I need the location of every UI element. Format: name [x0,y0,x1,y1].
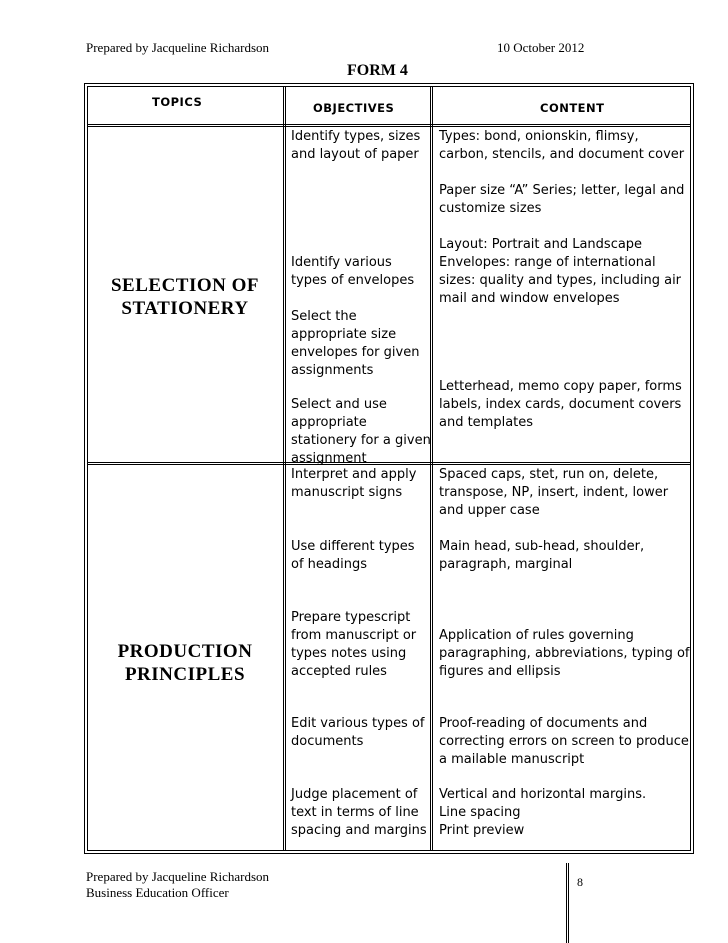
column-header-topics: TOPICS [152,95,203,109]
column-divider-2 [430,86,433,851]
text-line: assignments [291,363,374,378]
objective-cell [291,466,416,502]
header-row-divider [87,124,691,127]
text-line: Proof-reading of documents and [439,716,648,731]
text-line: Identify types, sizes [291,129,421,144]
text-line: of headings [291,557,367,572]
text-line: sizes: quality and types, including air [439,273,682,288]
text-line: Types: bond, onionskin, flimsy, [439,129,639,144]
text-line: figures and ellipsis [439,664,561,679]
footer-role: Business Education Officer [86,885,229,900]
content-cell [439,466,668,520]
text-line: correcting errors on screen to produce [439,734,689,749]
objective-cell [291,538,415,574]
text-line: appropriate [291,415,367,430]
content-cell [439,128,684,164]
text-line: manuscript signs [291,485,403,500]
text-line: Select and use [291,397,387,412]
text-line: and templates [439,415,534,430]
text-line: text in terms of line [291,805,419,820]
text-line: paragraphing, abbreviations, typing of [439,646,690,661]
text-line: labels, index cards, document covers [439,397,682,412]
text-line: spacing and margins [291,823,427,838]
footer-prepared-by: Prepared by Jacqueline Richardson [86,869,270,884]
text-line: Spaced caps, stet, run on, delete, [439,467,659,482]
text-line: customize sizes [439,201,542,216]
topic-production-principles [87,640,283,686]
text-line: Line spacing [439,805,521,820]
objective-cell [291,308,419,380]
text-line: Main head, sub-head, shoulder, [439,539,645,554]
content-cell [439,627,690,681]
header-prepared-by: Prepared by Jacqueline Richardson [86,40,270,55]
topic-line: STATIONERY [121,298,249,319]
text-line: carbon, stencils, and document cover [439,147,685,162]
text-line: documents [291,734,364,749]
objective-cell [291,715,425,751]
content-cell [439,715,689,769]
text-line: Edit various types of [291,716,425,731]
header-date: 10 October 2012 [497,40,585,55]
content-cell [439,538,644,574]
content-cell [439,786,646,840]
text-line: Envelopes: range of international [439,255,656,270]
text-line: Paper size “A” Series; letter, legal and [439,183,685,198]
objective-cell [291,396,431,468]
objective-cell [291,609,416,681]
text-line: envelopes for given [291,345,420,360]
objective-cell [291,254,414,290]
text-line: Identify various [291,255,392,270]
topic-selection-of-stationery [87,274,283,320]
text-line: Print preview [439,823,525,838]
text-line: appropriate size [291,327,397,342]
page-number: 8 [577,875,583,889]
topic-line: PRINCIPLES [124,664,246,685]
objective-cell [291,128,420,164]
column-header-content: CONTENT [540,101,605,115]
text-line: accepted rules [291,664,387,679]
text-line: mail and window envelopes [439,291,620,306]
objective-cell [291,786,427,840]
text-line: from manuscript or [291,628,417,643]
text-line: types notes using [291,646,407,661]
text-line: and upper case [439,503,540,518]
content-cell [439,182,684,218]
text-line: Layout: Portrait and Landscape [439,237,643,252]
text-line: paragraph, marginal [439,557,573,572]
text-line: Vertical and horizontal margins. [439,787,647,802]
text-line: Select the [291,309,357,324]
content-cell [439,236,681,308]
text-line: Prepare typescript [291,610,411,625]
text-line: Judge placement of [291,787,418,802]
column-header-objectives: OBJECTIVES [313,101,395,115]
text-line: and layout of paper [291,147,419,162]
topic-line: PRODUCTION [117,641,253,662]
text-line: types of envelopes [291,273,415,288]
topic-line: SELECTION OF [110,275,259,296]
text-line: a mailable manuscript [439,752,585,767]
curriculum-table [84,83,694,854]
text-line: Use different types [291,539,415,554]
content-cell [439,378,682,432]
text-line: assignment [291,451,367,466]
text-line: stationery for a given [291,433,431,448]
page-number-bar [566,863,569,943]
column-divider-1 [283,86,286,851]
text-line: Application of rules governing [439,628,634,643]
text-line: transpose, NP, insert, indent, lower [439,485,669,500]
text-line: Interpret and apply [291,467,417,482]
form-title: FORM 4 [347,62,408,79]
text-line: Letterhead, memo copy paper, forms [439,379,682,394]
